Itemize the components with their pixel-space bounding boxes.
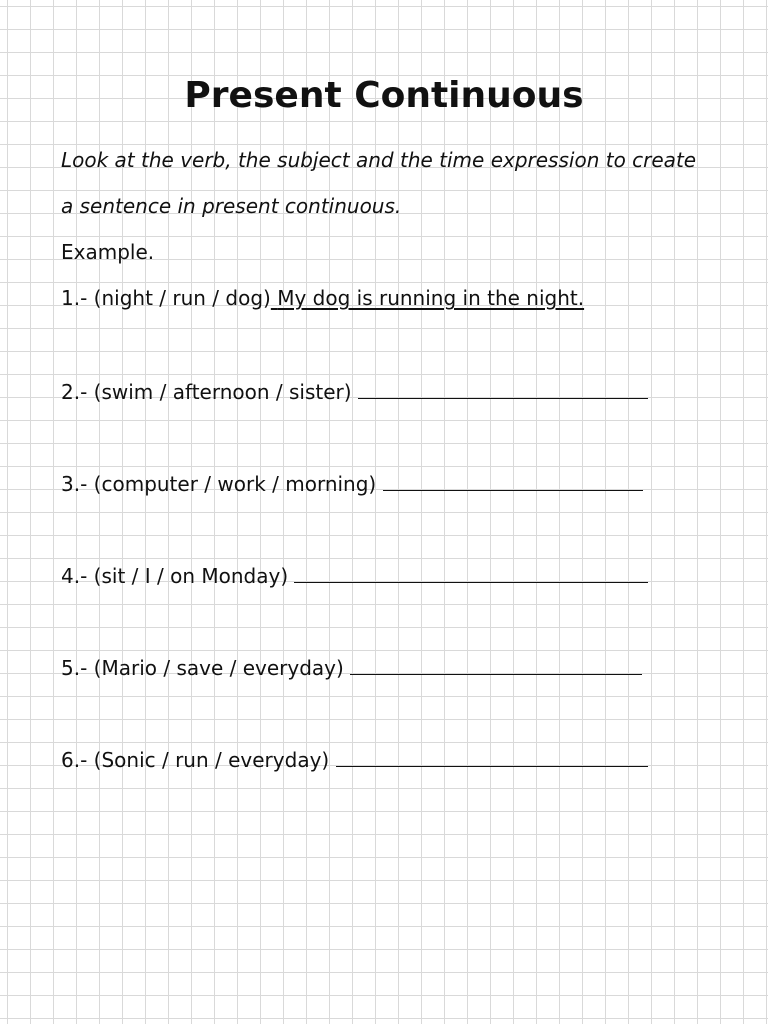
exercise-item-3 (61, 468, 643, 498)
exercise-item-5 (61, 652, 642, 682)
item-prompt: (sit / I / on Monday) (93, 564, 289, 588)
instructions-line-1: Look at the verb, the subject and the time expression to create (61, 148, 697, 172)
exercise-item-1 (61, 284, 584, 312)
page-title: Present Continuous (184, 75, 584, 116)
answer-blank[interactable] (358, 376, 648, 399)
item-number: 4.- (61, 564, 88, 588)
item-number: 5.- (61, 656, 88, 680)
answer-blank[interactable] (350, 652, 642, 675)
answer-blank[interactable] (383, 468, 643, 491)
example-answer: My dog is running in the night. (277, 286, 585, 310)
item-number: 3.- (61, 472, 88, 496)
example-label: Example. (61, 240, 155, 264)
item-prompt: (computer / work / morning) (93, 472, 377, 496)
exercise-item-6 (61, 744, 648, 774)
exercise-item-4 (61, 560, 648, 590)
item-number: 1.- (61, 286, 88, 310)
answer-blank[interactable] (336, 744, 648, 767)
item-prompt: (Mario / save / everyday) (93, 656, 344, 680)
item-number: 6.- (61, 748, 88, 772)
instructions-line-2: a sentence in present continuous. (61, 194, 402, 218)
answer-blank[interactable] (294, 560, 648, 583)
item-prompt: (night / run / dog) (93, 286, 271, 310)
item-number: 2.- (61, 380, 88, 404)
item-prompt: (swim / afternoon / sister) (93, 380, 352, 404)
item-prompt: (Sonic / run / everyday) (93, 748, 330, 772)
exercise-item-2 (61, 376, 648, 406)
